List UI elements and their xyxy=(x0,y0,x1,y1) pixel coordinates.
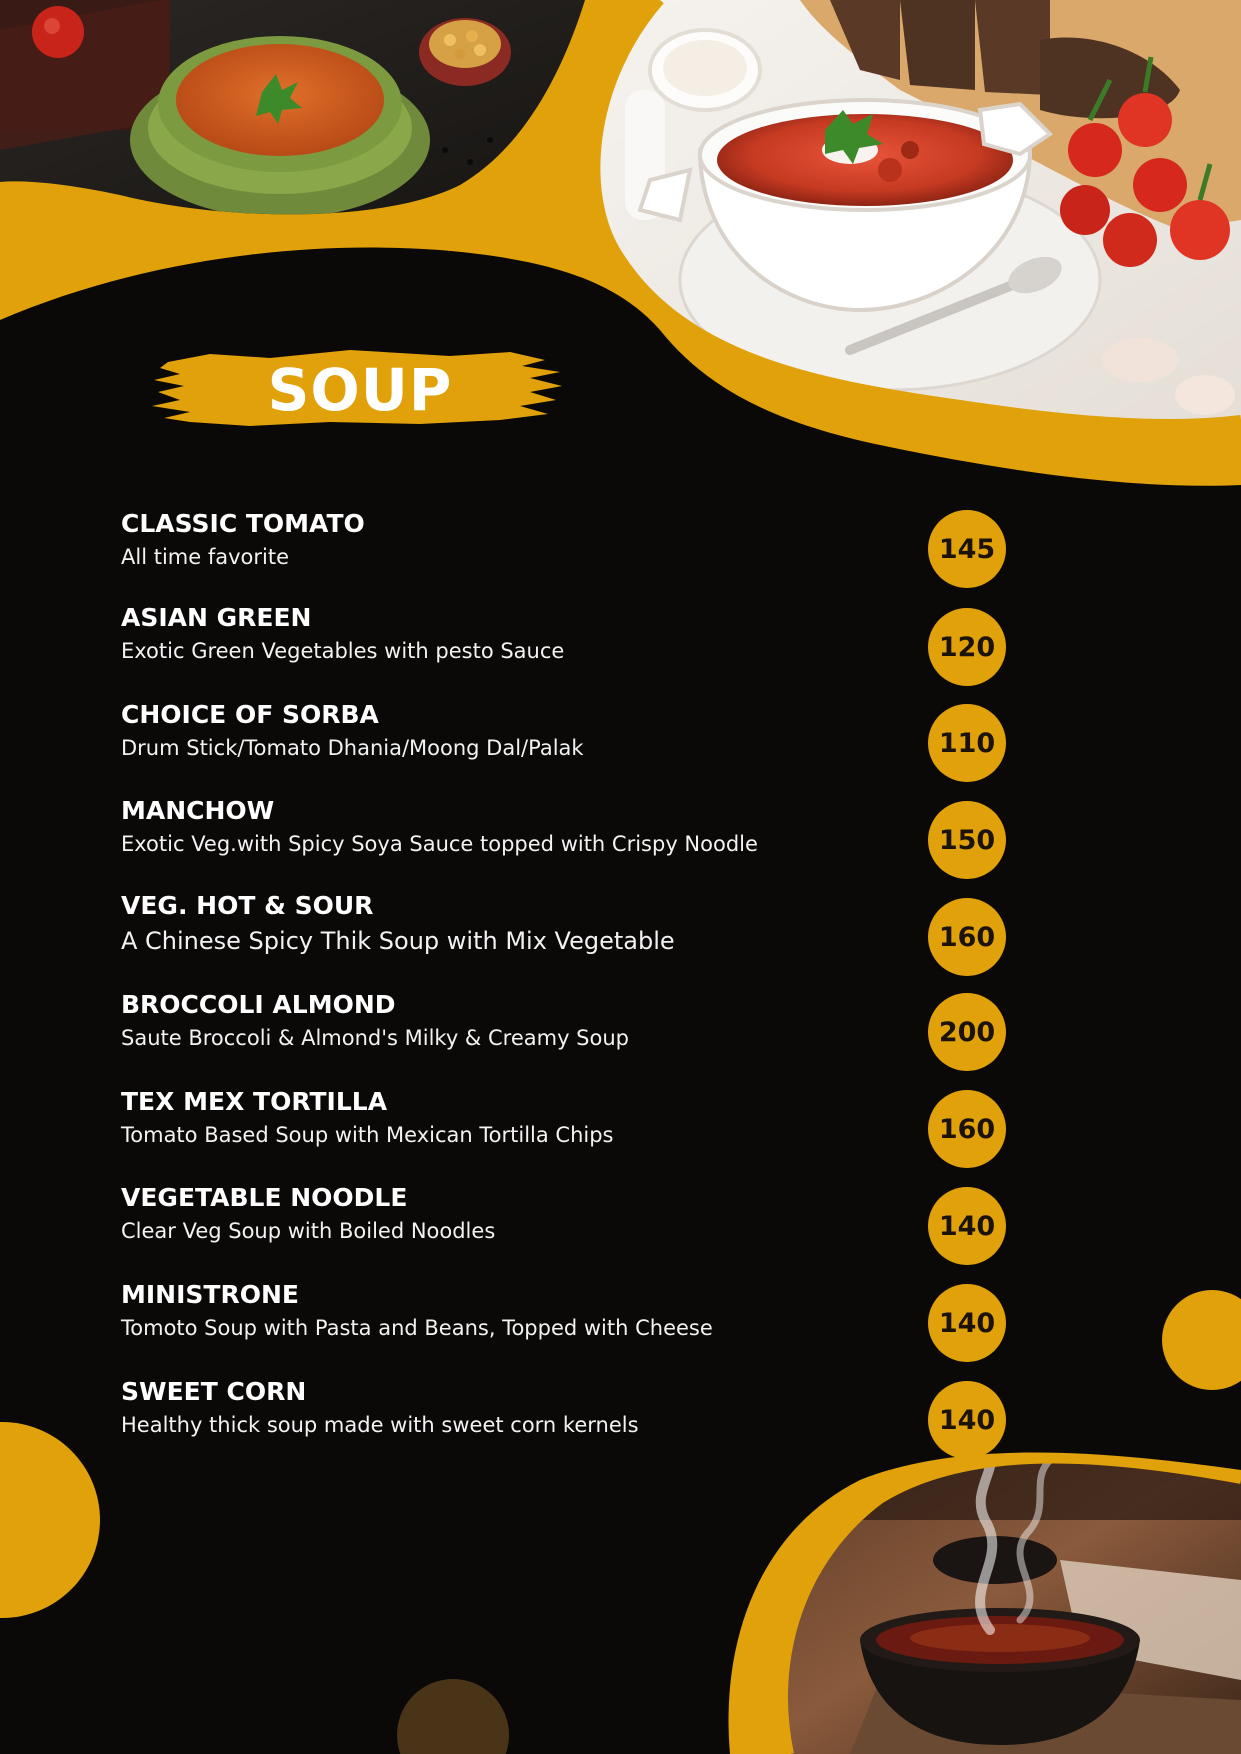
menu-item xyxy=(121,1279,1021,1359)
item-name: CLASSIC TOMATO xyxy=(121,509,365,538)
menu-item xyxy=(121,602,1021,682)
item-name: MANCHOW xyxy=(121,796,275,825)
menu-item xyxy=(121,795,1021,875)
menu-item xyxy=(121,508,1021,588)
menu-item xyxy=(121,1182,1021,1262)
price-badge: 200 xyxy=(928,993,1006,1071)
item-description: Clear Veg Soup with Boiled Noodles xyxy=(121,1219,496,1243)
price-badge: 120 xyxy=(928,608,1006,686)
price-badge: 150 xyxy=(928,801,1006,879)
price-badge: 145 xyxy=(928,510,1006,588)
item-name: TEX MEX TORTILLA xyxy=(121,1087,388,1116)
item-name: CHOICE OF SORBA xyxy=(121,700,379,729)
item-description: Healthy thick soup made with sweet corn kernels xyxy=(121,1413,639,1437)
item-description: A Chinese Spicy Thik Soup with Mix Vegetable xyxy=(121,927,675,955)
price-badge: 160 xyxy=(928,1090,1006,1168)
price-badge: 110 xyxy=(928,704,1006,782)
menu-item xyxy=(121,890,1021,970)
item-description: Exotic Green Vegetables with pesto Sauce xyxy=(121,639,565,663)
menu-item xyxy=(121,1086,1021,1166)
menu-item xyxy=(121,989,1021,1069)
price-badge: 160 xyxy=(928,898,1006,976)
item-name: MINISTRONE xyxy=(121,1280,299,1309)
item-name: BROCCOLI ALMOND xyxy=(121,990,396,1019)
item-description: Saute Broccoli & Almond's Milky & Creamy Soup xyxy=(121,1026,629,1050)
page-title: SOUP xyxy=(267,356,453,424)
item-description: Tomato Based Soup with Mexican Tortilla Chips xyxy=(121,1123,614,1147)
item-name: VEGETABLE NOODLE xyxy=(121,1183,408,1212)
item-name: ASIAN GREEN xyxy=(121,603,312,632)
price-badge: 140 xyxy=(928,1284,1006,1362)
item-description: All time favorite xyxy=(121,545,289,569)
item-description: Exotic Veg.with Spicy Soya Sauce topped with Crispy Noodle xyxy=(121,832,758,856)
item-description: Tomoto Soup with Pasta and Beans, Topped with Cheese xyxy=(121,1316,713,1340)
menu-item xyxy=(121,699,1021,779)
price-badge: 140 xyxy=(928,1381,1006,1459)
item-name: SWEET CORN xyxy=(121,1377,307,1406)
item-description: Drum Stick/Tomato Dhania/Moong Dal/Palak xyxy=(121,736,584,760)
menu-item xyxy=(121,1376,1021,1456)
price-badge: 140 xyxy=(928,1187,1006,1265)
item-name: VEG. HOT & SOUR xyxy=(121,891,374,920)
